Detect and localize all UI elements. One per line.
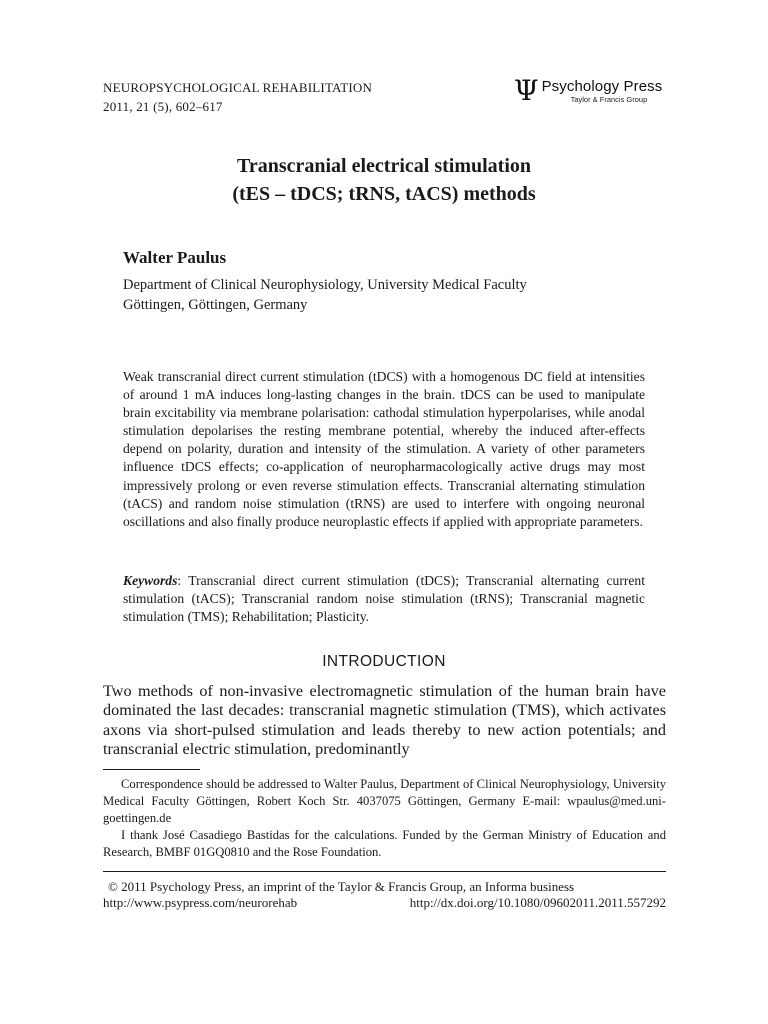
author-name: Walter Paulus (123, 248, 227, 267)
journal-url-link[interactable]: http://www.psypress.com/neurorehab (103, 895, 298, 910)
copyright-notice: © 2011 Psychology Press, an imprint of the Taylor & Francis Group, an Informa business (108, 879, 575, 894)
footnote-correspondence: Correspondence should be addressed to Walter Paulus, Department of Clinical Neurophysiology, University Medical Faculty Göttingen, Robert Koch Str. 4037075 Göttingen, Germany E-mail: wpaulus@med.uni-goettingen.de (103, 777, 666, 825)
psi-logo-icon: Ψ (514, 74, 539, 107)
doi-link[interactable]: http://dx.doi.org/10.1080/09602011.2011.557292 (409, 895, 666, 910)
footnote-divider (103, 769, 200, 770)
footer-divider (103, 871, 666, 872)
title-line-2: (tES – tDCS; tRNS, tACS) methods (232, 183, 536, 205)
author-affiliation (123, 275, 643, 315)
publisher-text (542, 79, 663, 104)
article-title (0, 152, 768, 208)
footer-links (103, 894, 666, 912)
keywords-text: : Transcranial direct current stimulation (tDCS); Transcranial alternating current stimulation (tACS); Transcranial random noise stimulation (tRNS); Transcranial magnetic stimulation (TMS); Rehabilitation; Plasticity. (123, 573, 645, 625)
publisher-logo (514, 74, 663, 107)
affiliation-line-1: Department of Clinical Neurophysiology, University Medical Faculty (123, 277, 527, 293)
footnotes (103, 776, 666, 861)
publisher-name: Psychology Press (541, 78, 663, 95)
introduction-paragraph: Two methods of non-invasive electromagnetic stimulation of the human brain have dominated the last decades: transcranial magnetic stimulation (TMS), which activates axons via short-pulsed stimulation and leads thereby to new action potentials; and transcranial electric stimulation, predominantly (103, 682, 666, 758)
footnote-acknowledgement: I thank José Casadiego Bastidas for the calculations. Funded by the German Ministry of Education and Research, BMBF 01GQ0810 and the Rose Foundation. (103, 828, 666, 859)
publisher-subname: Taylor & Francis Group (570, 95, 648, 104)
journal-header (103, 78, 372, 116)
keywords (123, 572, 645, 626)
affiliation-line-2: Göttingen, Göttingen, Germany (123, 297, 308, 313)
journal-citation: 2011, 21 (5), 602–617 (103, 99, 223, 114)
keywords-label: Keywords (123, 573, 178, 588)
title-line-1: Transcranial electrical stimulation (236, 155, 532, 177)
journal-name: NEUROPSYCHOLOGICAL REHABILITATION (103, 80, 373, 95)
section-heading-introduction: INTRODUCTION (322, 653, 446, 670)
abstract: Weak transcranial direct current stimulation (tDCS) with a homogenous DC field at intensities of around 1 mA induces long-lasting changes in the brain. tDCS can be used to manipulate brain excitability via membrane polarisation: cathodal stimulation hyperpolarises, while anodal stimulation depolarises the resting membrane potential, whereby the induced after-effects depend on polarity, duration and intensity of the stimulation. A variety of other parameters influence tDCS effects; co-application of neuropharmacologically active drugs may most impressively prolong or even reverse stimulation effects. Transcranial alternating stimulation (tACS) and random noise stimulation (tRNS) are used to interfere with ongoing neuronal oscillations and also finally produce neuroplastic effects if applied with appropriate parameters. (123, 369, 645, 529)
